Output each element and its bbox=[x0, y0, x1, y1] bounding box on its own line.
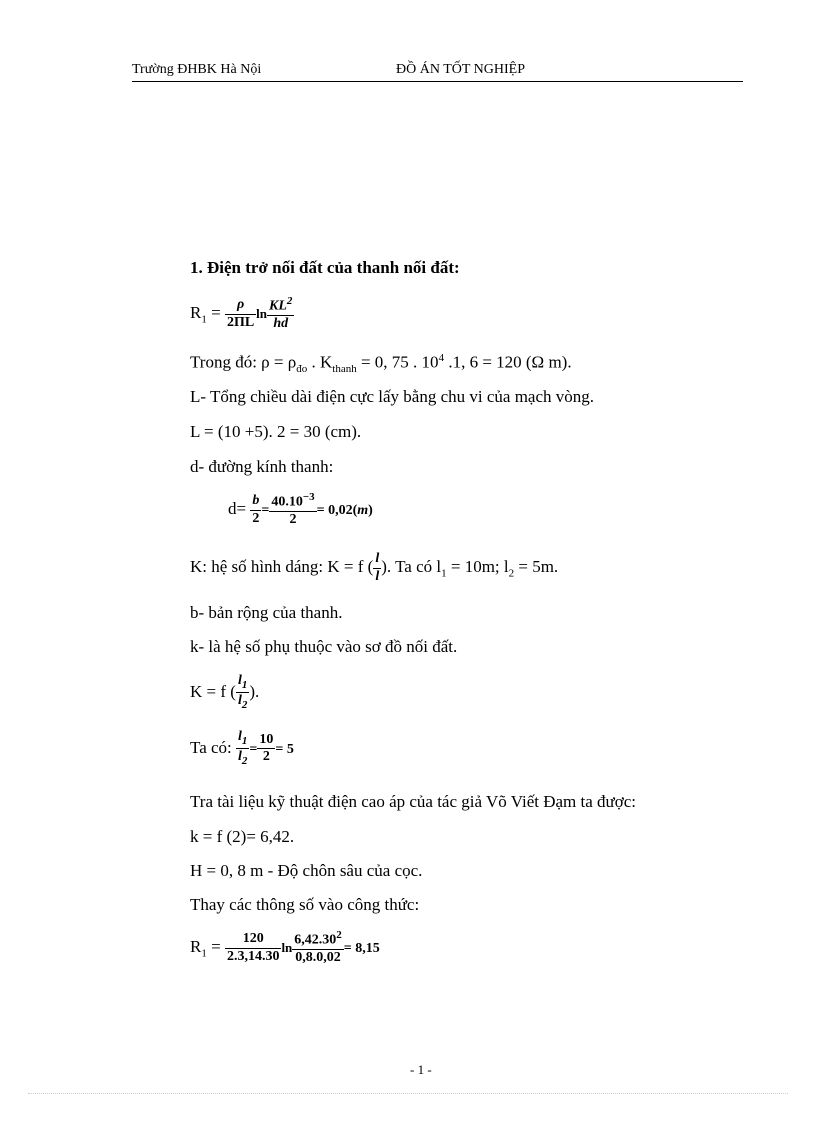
header-rule bbox=[132, 81, 743, 82]
formula-d: d= $\frac{b}{2}$ = $\frac{40.10^{-3}}{2}$ = 0,02(m) bbox=[228, 491, 373, 528]
line-ta-co-frac2: $\frac{10}{2}$ bbox=[259, 731, 274, 765]
formula-r1: $R_1$ = $\frac{\rho}{2\Pi L}$ ln $\frac{KL^2}{hd}$ bbox=[190, 295, 293, 332]
line-ta-co-frac1: $\frac{l_1}{l_2}$ bbox=[238, 729, 248, 768]
formula-r1-frac2: $\frac{KL^2}{hd}$ bbox=[269, 295, 293, 332]
line-K-function-frac: $\frac{l_1}{l_2}$ bbox=[237, 673, 248, 712]
header-title: ĐỒ ÁN TỐT NGHIỆP bbox=[396, 62, 525, 77]
formula-r1-lhs: $R_1$ = bbox=[190, 302, 221, 326]
line-k-value: k = f (2)= 6,42. bbox=[190, 827, 295, 846]
line-tra-tai-lieu: Tra tài liệu kỹ thuật điện cao áp của tác giả Võ Viết Đạm ta được: bbox=[190, 792, 636, 811]
line-b-definition: b- bản rộng của thanh. bbox=[190, 603, 343, 622]
line-trong-do: Trong đó: $\rho = \rho_{đo}$ . $K_{thanh} = 0$, 75 . $10^4$ .1, 6 = 120 (Ω m). bbox=[190, 352, 572, 376]
line-L-definition: L- Tổng chiều dài điện cực lấy bằng chu vi của mạch vòng. bbox=[190, 387, 595, 406]
line-k-definition: k- là hệ số phụ thuộc vào sơ đồ nối đất. bbox=[190, 637, 458, 656]
line-d-definition: d- đường kính thanh: bbox=[190, 457, 334, 476]
formula-d-frac2: $\frac{40.10^{-3}}{2}$ bbox=[271, 491, 315, 528]
line-H-value: H = 0, 8 m - Độ chôn sâu của cọc. bbox=[190, 861, 423, 880]
formula-r1-result-frac1: $\frac{120}{2.3,14.30}$ bbox=[226, 930, 280, 964]
formula-r1-result-frac2: $\frac{6,42.30^2}{0,8.0,02}$ bbox=[294, 929, 342, 966]
line-K-shape: K: hệ số hình dáng: K = f ( $\frac{l}{l}$ ). Ta có $l_1 = 10m$; $l_2 = 5m$. bbox=[190, 551, 559, 584]
section-heading: 1. Điện trở nối đất của thanh nối đất: bbox=[190, 258, 460, 277]
page-number: - 1 - bbox=[410, 1062, 432, 1077]
formula-r1-result: $R_1$ = $\frac{120}{2.3,14.30}$ ln $\frac{6,42.30^2}{0,8.0,02}$ = 8,15 bbox=[190, 929, 380, 966]
line-K-frac: $\frac{l}{l}$ bbox=[375, 551, 380, 584]
formula-r1-frac1: $\frac{\rho}{2\Pi L}$ bbox=[226, 296, 255, 330]
formula-r1-result-lhs: $R_1$ = bbox=[190, 936, 221, 960]
line-L-value: L = (10 +5). 2 = 30 (cm). bbox=[190, 422, 362, 441]
line-K-function: K = f ( $\frac{l_1}{l_2}$ ). bbox=[190, 673, 260, 712]
page-bottom-divider bbox=[28, 1093, 788, 1094]
header-school: Trường ĐHBK Hà Nội bbox=[132, 62, 262, 77]
formula-d-frac1: $\frac{b}{2}$ bbox=[252, 492, 260, 526]
line-ta-co: Ta có: $\frac{l_1}{l_2}$ = $\frac{10}{2}$ = 5 bbox=[190, 729, 294, 768]
line-thay: Thay các thông số vào công thức: bbox=[190, 895, 420, 914]
